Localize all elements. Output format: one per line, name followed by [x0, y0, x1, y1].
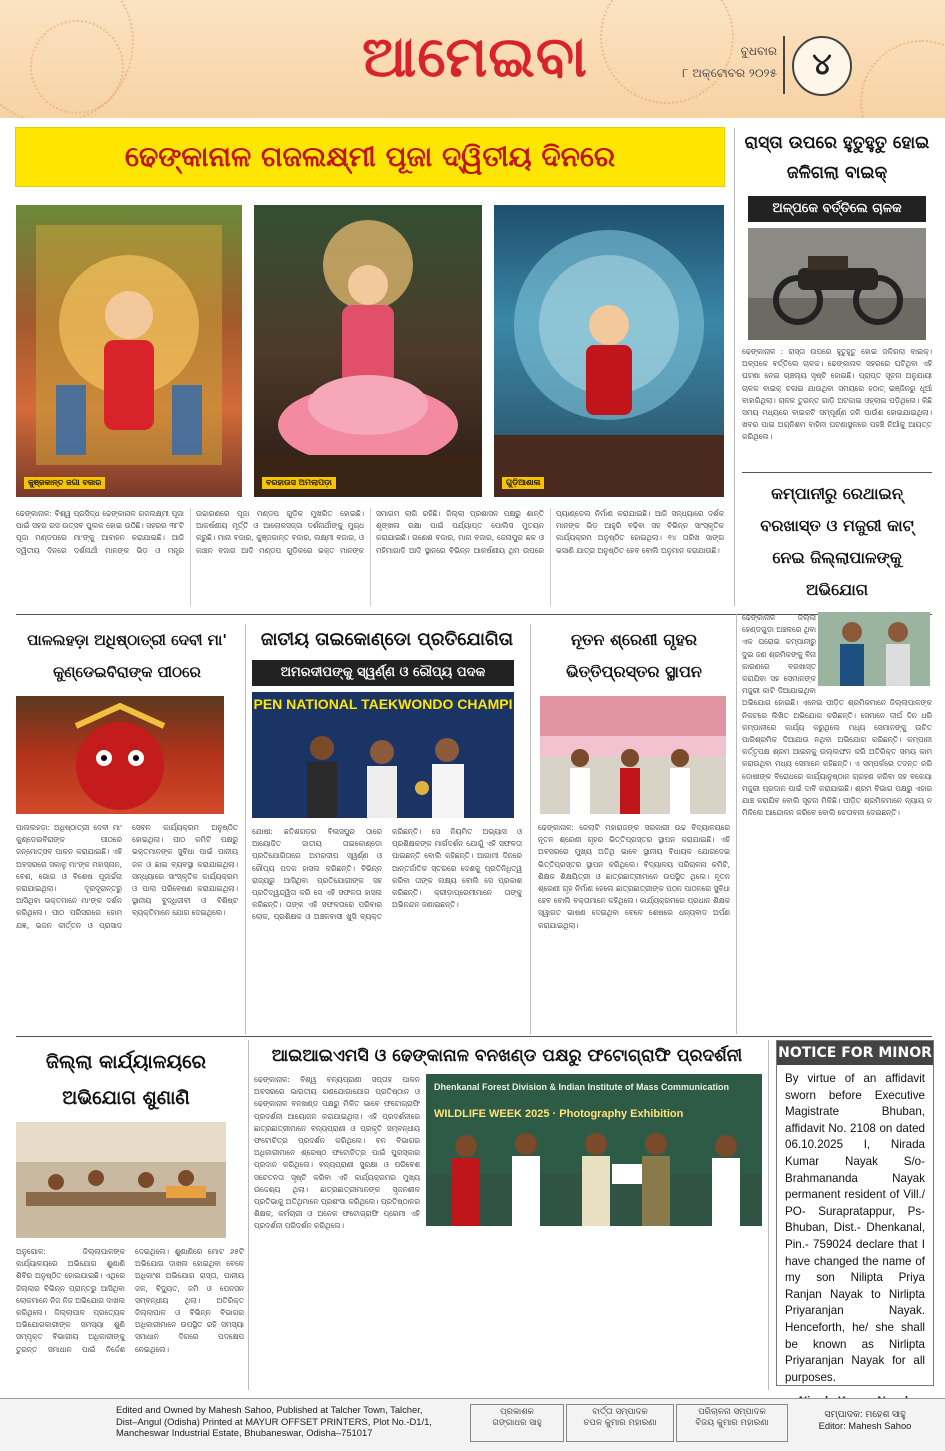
- goddess-on-lotus-illustration: [254, 205, 482, 497]
- managing-editor-role: ପରିଚାଳନା ସମ୍ପାଦକ: [698, 1407, 766, 1417]
- lead-body: ଢେଙ୍କାନାଳ: ବିଶ୍ୱ ପ୍ରସିଦ୍ଧ ଢେଙ୍କାନାଳ ଗଜଲକ୍ଷ୍ମୀ ପୂଜା ପାଇଁ ସହର ରସ ଉତ୍ସବ ପୁଲକ ହୋଇ ଉଠିଛି। ସହରର ୩୮ଟି ପୂଜା ମଣ୍ଡପରେ ମା'ଙ୍କୁ ଆବାହନ କରାଯାଇଛି। ଆଜି ଦ୍ୱିତୀୟ ଦିନରେ ଦର୍ଶନାର୍ଥୀ ମାନଙ୍କ ଭିଡ଼ ଓ ମନ୍ତ୍ର ଉଚ୍ଚାରଣରେ ପୂଜା ମଣ୍ଡପ ଗୁଡ଼ିକ ମୁଖରିତ ହୋଇଛି। ଆକର୍ଷଣୀୟ ମୂର୍ତ୍ତି ଓ ଆଲୋକସଜ୍ଜା ଦର୍ଶନାର୍ଥୀଙ୍କୁ ମୁଗ୍ଧ କରୁଛି। ମାନା ବଜାର, କୁଞ୍ଜକାନ୍ତ ବଜାର, ଲକ୍ଷ୍ମୀ ବଜାର, ଓ କାଞ୍ଚନ ବଜାର ଆଦି ମଣ୍ଡପ ଗୁଡ଼ିକରେ ଭକ୍ତ ମାନଙ୍କ ସମାଗମ ଲାଗି ରହିଛି। ଜିଲ୍ଲା ପ୍ରଶାସନ ପକ୍ଷରୁ ଶାନ୍ତି ଶୃଙ୍ଖଳା ରକ୍ଷା ପାଇଁ ପର୍ଯ୍ୟାପ୍ତ ପୋଲିସ ମୁତୟନ କରାଯାଇଛି। ଗଣେଶ ବଜାର, ମାନା ବଜାର, ଜେନାପୁର ଛକ ଓ ମହିମାଗାଦି ଆଦି ସ୍ଥାନରେ ବିଭିନ୍ନ ଆକର୍ଷଣୀୟ ଥିମ ଉପରେ ପ୍ୟାଣ୍ଡେଲ ନିର୍ମାଣ କରାଯାଇଛି। ଆଜି ସନ୍ଧ୍ୟାରେ ଦର୍ଶକ ମାନଙ୍କ ଭିଡ଼ ଆହୁରି ବଢ଼ିବା ସହ ବିଭିନ୍ନ ସାଂସ୍କୃତିକ କାର୍ଯ୍ୟକ୍ରମ ଅନୁଷ୍ଠିତ ହୋଇଥିଲା। ୧୪ ତାରିଖ ସାଙ୍ଗ ଭସାଣି ଯାତ୍ରା ଅନୁଷ୍ଠିତ ହେବ ବୋଲି ଅନୁମାନ କରାଯାଉଛି।: [16, 509, 724, 555]
- page-number: ୪: [792, 36, 852, 96]
- column-rule: [530, 624, 531, 1034]
- lead-photo-1: [16, 205, 242, 497]
- goddess-face-illustration: [16, 696, 224, 814]
- taekwondo-headline: ଜାତୀୟ ତାଇକୋଣ୍ଡୋ ପ୍ରତିଯୋଗିତା: [260, 629, 514, 650]
- managing-editor-name: ବିଜୟ କୁମାର ମହାରଣା: [695, 1418, 769, 1428]
- editor-credit: [800, 1408, 930, 1431]
- issue-day: ବୁଧବାର: [740, 44, 777, 58]
- building-photo: [540, 696, 726, 814]
- news-editor-name: ଚପଳ କୁମାର ମହାରଣା: [583, 1418, 657, 1428]
- exhibition-banner-text: Dhenkanal Forest Division & Indian Institute of Mass Communication: [434, 1082, 730, 1092]
- foundation-ceremony-illustration: [540, 696, 726, 814]
- photo-exhibition-body: [254, 1074, 760, 1388]
- photo-float-space: [420, 1074, 760, 1232]
- grievance-photo: [16, 1122, 226, 1238]
- mandala-decoration: [30, 20, 124, 114]
- taekwondo-photo: [252, 692, 514, 818]
- lead-photo-3: [494, 205, 724, 497]
- exhibition-banner-sub: WILDLIFE WEEK 2025 · Photography Exhibition: [434, 1108, 684, 1120]
- notice-title: NOTICE FOR MINOR: [777, 1041, 933, 1065]
- grievance-body: ଅନୁଗୋଳ: ଜିଲ୍ଲାପାଳଙ୍କ କାର୍ଯ୍ୟାଳୟରେ ଅଭିଯୋଗ ଶୁଣାଣି ଶିବିର ଅନୁଷ୍ଠିତ ହୋଇଯାଇଛି। ଏଥିରେ ଜିଲ୍ଲାର ବିଭିନ୍ନ ପ୍ରାନ୍ତରୁ ଆସିଥିବା ଲୋକମାନେ ନିଜ ନିଜ ଅଭିଯୋଗ ଦାଖଲ କରିଥିଲେ। ଜିଲ୍ଲାପାଳ ପ୍ରତ୍ୟେକ ଅଭିଯୋଗକାରୀଙ୍କ ସମସ୍ୟା ଶୁଣି ସମ୍ପୃକ୍ତ ବିଭାଗୀୟ ଅଧିକାରୀଙ୍କୁ ତୁରନ୍ତ ସମାଧାନ ପାଇଁ ନିର୍ଦ୍ଦେଶ ଦେଇଥିଲେ। ଶୁଣାଣିରେ ମୋଟ ୬୫ଟି ଅଭିଯୋଗ ଦାଖଲ ହୋଇଥିବା ବେଳେ ଅଧିକାଂଶ ଅଭିଯୋଗ ରାସ୍ତା, ପାନୀୟ ଜଳ, ବିଦ୍ୟୁତ, ଜମି ଓ ପେନସନ ସମ୍ବନ୍ଧୀୟ ଥିଲା। ଅତିରିକ୍ତ ଜିଲ୍ଲାପାଳ ଓ ବିଭିନ୍ନ ବିଭାଗର ଅଧିକାରୀମାନେ ଉପସ୍ଥିତ ରହି ସମସ୍ୟା ସମାଧାନ ଦିଗରେ ପଦକ୍ଷେପ ନେଇଥିଲେ।: [16, 1247, 244, 1354]
- bike-photo: [748, 228, 926, 340]
- burnt-bike-illustration: [748, 228, 926, 340]
- column-rule: [245, 624, 246, 1034]
- meeting-hall-illustration: [16, 1122, 226, 1238]
- section-rule: [16, 1036, 932, 1037]
- goddess-idol-illustration: [16, 205, 242, 497]
- photo-caption: ବରହାଉସ ଅମଲାପଡ଼ା: [262, 477, 336, 489]
- managing-editor-box: [676, 1404, 788, 1442]
- complaint-headline: କମ୍ପାନୀରୁ ରେଥାଇନ୍ ବରଖାସ୍ତ ଓ ମଜୁରୀ କାଟ୍ ନେଇ ଜିଲ୍ଲାପାଳଙ୍କୁ ଅଭିଯୋଗ: [760, 484, 914, 599]
- complaint-body: [742, 612, 932, 1002]
- temple-headline: ପାଳଲହଡ଼ା ଅଧିଷ୍ଠାତ୍ରୀ ଦେବୀ ମା' କୁଣ୍ଡେଇବିରାଙ୍କ ପୀଠରେ: [27, 631, 227, 681]
- editor-odia: ସମ୍ପାଦକ: ମହେଶ ସାହୁ: [824, 1408, 906, 1419]
- notice-box: [776, 1040, 934, 1386]
- editor-en: Editor: Mahesh Sahoo: [818, 1419, 912, 1431]
- building-body: ଢେଙ୍କାନାଳ: ଜେଲାଟି ମହାରାଜଙ୍କ ସରକାରୀ ଉଚ୍ଚ ବିଦ୍ୟାଳୟରେ ନୂତନ ଶ୍ରେଣୀ ଗୃହର ଭିତ୍ତିପ୍ରସ୍ତର ସ୍ଥାପନ କରାଯାଇଛି। ଏହି ଅବସରରେ ମୁଖ୍ୟ ଅତିଥି ଭାବେ ସ୍ଥାନୀୟ ବିଧାୟକ ଯୋଗଦେଇ ଭିତ୍ତିପ୍ରସ୍ତର ସ୍ଥାପନ କରିଥିଲେ। ବିଦ୍ୟାଳୟ ପରିଚାଳନା କମିଟି, ଶିକ୍ଷକ ଶିକ୍ଷୟିତ୍ରୀ ଓ ଛାତ୍ରଛାତ୍ରୀମାନେ ଉପସ୍ଥିତ ଥିଲେ। ନୂତନ ଶ୍ରେଣୀ ଗୃହ ନିର୍ମାଣ ହେଲେ ଛାତ୍ରଛାତ୍ରୀଙ୍କ ପଠନ ପାଠନରେ ସୁବିଧା ହେବ ବୋଲି ବକ୍ତାମାନେ କହିଥିଲେ। କାର୍ଯ୍ୟକ୍ରମରେ ପ୍ରଧାନ ଶିକ୍ଷକ ସ୍ୱାଗତ ଭାଷଣ ଦେଇଥିବା ବେଳେ ଶେଷରେ ଧନ୍ୟବାଦ ଅର୍ପଣ କରାଯାଇଥିଲା।: [538, 823, 730, 930]
- column-rule: [768, 1040, 769, 1390]
- dateline: [682, 40, 777, 84]
- story-rule: [742, 472, 932, 473]
- issue-date: ୮ ଅକ୍ଟୋବର ୨୦୨୫: [682, 66, 777, 80]
- grievance-headline: ଜିଲ୍ଲା କାର୍ଯ୍ୟାଳୟରେ ଅଭିଯୋଗ ଶୁଣାଣି: [45, 1051, 207, 1109]
- publisher-box: [470, 1404, 564, 1442]
- taekwondo-body: ଯୋଷୀ: ଛତିଶଗଡ଼ର ବିଳାସପୁର ଠାରେ ଆୟୋଜିତ ଜାତୀୟ ତାଇକୋଣ୍ଡୋ ପ୍ରତିଯୋଗିତାରେ ଅମରଦୀପ ସ୍ୱର୍ଣ୍ଣ ଓ ରୌପ୍ୟ ପଦକ ହାସଲ କରିଛନ୍ତି। ବିଭିନ୍ନ ରାଜ୍ୟରୁ ଆସିଥିବା ପ୍ରତିଯୋଗୀଙ୍କ ସହ ପ୍ରତିଦ୍ୱନ୍ଦ୍ୱିତା କରି ସେ ଏହି ସଫଳତା ହାସଲ କରିଛନ୍ତି। ତାଙ୍କ ଏହି ସଫଳତାରେ ପରିବାର ଲୋକ, ପ୍ରଶିକ୍ଷକ ଓ ଅଞ୍ଚଳବାସୀ ଖୁସି ବ୍ୟକ୍ତ କରିଛନ୍ତି। ସେ ନିୟମିତ ଅଭ୍ୟାସ ଓ ପ୍ରଶିକ୍ଷକଙ୍କ ମାର୍ଗଦର୍ଶନ ଯୋଗୁଁ ଏହି ସଫଳତା ପାଇଛନ୍ତି ବୋଲି କହିଛନ୍ତି। ଆଗାମୀ ଦିନରେ ଆନ୍ତର୍ଜାତିକ ସ୍ତରରେ ଦେଶକୁ ପ୍ରତିନିଧିତ୍ୱ କରିବା ତାଙ୍କ ଲକ୍ଷ୍ୟ ବୋଲି ସେ ପ୍ରକାଶ କରିଛନ୍ତି। କ୍ରୀଡ଼ାପ୍ରେମୀମାନେ ତାଙ୍କୁ ଅଭିନନ୍ଦନ ଜଣାଇଛନ୍ତି।: [252, 827, 522, 922]
- column-rule: [734, 128, 735, 606]
- bike-body: ଢେଙ୍କାନାଳ : ରାସ୍ତା ଉପରେ ହୁତୁହୁତୁ ହୋଇ ଜଳିଗଲା ବାଇକ୍। ଅଳ୍ପକେ ବର୍ତ୍ତିଲେ ଚାଳକ। ଢେଙ୍କାନାଳ ସହରରେ ଘଟିଥିବା ଏହି ଘଟଣା ନେଇ ଚାଞ୍ଚଲ୍ୟ ସୃଷ୍ଟି ହୋଇଛି। ପ୍ରାପ୍ତ ସୂଚନା ଅନୁଯାୟୀ ଚାଳକ ବାଇକ୍ ଚଳାଇ ଯାଉଥିବା ସମୟରେ ହଠାତ୍ ଇଞ୍ଜିନରୁ ଧୂଆଁ ବାହାରିଥିଲା। ଚାଳକ ତୁରନ୍ତ ଗାଡ଼ି ଅଟକାଇ ଓହ୍ଲାଇ ପଡ଼ିଥିଲେ। କିଛି ସମୟ ମଧ୍ୟରେ ବାଇକଟି ସମ୍ପୂର୍ଣ୍ଣ ଜଳି ପାଉଁଶ ହୋଇଯାଇଥିଲା। ଖବର ପାଇ ଅଗ୍ନିଶମ ବାହିନୀ ଘଟଣାସ୍ଥଳରେ ପହଞ୍ଚି ନିଆଁକୁ ଆୟତ୍ତ କରିଥିଲେ।: [742, 347, 932, 442]
- publisher-role: ପ୍ରକାଶକ: [500, 1407, 534, 1417]
- photo-caption: କୁଞ୍ଜକାନ୍ତ ଜଗା ବଜାର: [24, 477, 105, 489]
- taekwondo-kicker: ଅମରଦୀପଙ୍କୁ ସ୍ୱର୍ଣ୍ଣ ଓ ରୌପ୍ୟ ପଦକ: [252, 660, 514, 686]
- column-rule: [736, 614, 737, 1034]
- building-headline: ନୂତନ ଶ୍ରେଣୀ ଗୃହର ଭିତ୍ତିପ୍ରସ୍ତର ସ୍ଥାପନ: [566, 630, 702, 681]
- lead-headline: ଢେଙ୍କାନାଳ ଗଜଲକ୍ଷ୍ମୀ ପୂଜା ଦ୍ୱିତୀୟ ଦିନରେ: [16, 128, 724, 186]
- publisher-name: ଗଙ୍ଗାଧର ସାହୁ: [492, 1418, 542, 1428]
- imprint-line: Edited and Owned by Mahesh Sahoo, Published at Talcher Town, Talcher,: [116, 1404, 423, 1415]
- imprint-line: Dist–Angul (Odisha) Printed at MAYUR OFFSET PRINTERS, Plot No.-D1/1,: [116, 1415, 432, 1427]
- temple-body: ପାଲଲହଡ଼ା: ଅଧିଷ୍ଠାତ୍ରୀ ଦେବୀ ମା' କୁଣ୍ଡେଇବିରାଙ୍କ ପୀଠରେ ଜନ୍ମୋତ୍ସବ ପାଳନ କରାଯାଇଛି। ଏହି ଅବସରରେ ସକାଳୁ ମା'ଙ୍କ ମହାସ୍ନାନ, ବେଶ, ଭୋଗ ଓ ବିଶେଷ ପୂଜାର୍ଚ୍ଚନା କରାଯାଇଥିଲା। ଦୂରଦୂରାନ୍ତରୁ ଆସିଥିବା ଭକ୍ତମାନେ ମା'ଙ୍କ ଦର୍ଶନ କରିଥିଲେ। ପୀଠ ପରିସରରେ ହୋମ ଯଜ୍ଞ, ଭଜନ କୀର୍ତ୍ତନ ଓ ପ୍ରସାଦ ସେବନ କାର୍ଯ୍ୟକ୍ରମ ଅନୁଷ୍ଠିତ ହୋଇଥିଲା। ପୀଠ କମିଟି ପକ୍ଷରୁ ଭକ୍ତମାନଙ୍କ ସୁବିଧା ପାଇଁ ପାନୀୟ ଜଳ ଓ ଛାଇ ବ୍ୟବସ୍ଥା କରାଯାଇଥିଲା। ସନ୍ଧ୍ୟାରେ ସାଂସ୍କୃତିକ କାର୍ଯ୍ୟକ୍ରମ ଓ ପାଲା ପରିବେଷଣ କରାଯାଇଥିଲା। ସ୍ଥାନୀୟ ବୁଦ୍ଧିଜୀବୀ ଓ ବିଶିଷ୍ଟ ବ୍ୟକ୍ତିମାନେ ଯୋଗ ଦେଇଥିଲେ।: [16, 823, 238, 930]
- notice-body: By virtue of an affidavit sworn before Executive Magistrate Bhuban, affidavit No. 2108 on dated 06.10.2025 I, Nirada Kumar Nayak S/o- Brahmananda Nayak permanent resident of Vill./ PO- Surapratappur, Ps- Bhuban, Dist.- Dhenkanal, Pin.- 759024 declare that I have changed the name of my son Nilipta Priya Ranjan Nayak to Nirlipta Priyaranjan Nayak. Henceforth, he/ she shall be known as Nirlipta Priyaranjan Nayak for all purposes.: [785, 1072, 925, 1384]
- newspaper-title: ଆମେଇବା: [362, 25, 588, 90]
- imprint-line: Mancheswar Industrial Estate, Bhubaneswar, Odisha–751017: [116, 1427, 373, 1438]
- banner-text: PEN NATIONAL TAEKWONDO CHAMPI: [253, 696, 513, 712]
- photo-exhibition-headline: ଆଇଆଇଏମସି ଓ ଢେଙ୍କାନାଳ ବନଖଣ୍ଡ ପକ୍ଷରୁ ଫଟୋଗ୍ରାଫି ପ୍ରଦର୍ଶନୀ: [271, 1046, 743, 1066]
- mandala-decoration: [860, 40, 945, 118]
- medal-ceremony-illustration: [252, 692, 514, 818]
- temple-photo: [16, 696, 224, 814]
- photo-exhibition-body-text: ଢେଙ୍କାନାଳ: ବିଶ୍ୱ ବନ୍ୟପ୍ରାଣୀ ସପ୍ତାହ ପାଳନ ଅବସରରେ ଭାରତୀୟ ଗଣଯୋଗାଯୋଗ ପ୍ରତିଷ୍ଠାନ ଓ ଢେଙ୍କାନାଳ ବନଖଣ୍ଡ ପକ୍ଷରୁ ମିଳିତ ଭାବେ ଫଟୋଗ୍ରାଫି ପ୍ରଦର୍ଶନୀ ଆୟୋଜନ କରାଯାଇଥିଲା। ଏହି ପ୍ରଦର୍ଶନୀରେ ଛାତ୍ରଛାତ୍ରୀମାନେ ବନ୍ୟପ୍ରାଣୀ ଓ ପ୍ରକୃତି ସମ୍ବନ୍ଧୀୟ ଫଟୋଚିତ୍ର ପ୍ରଦର୍ଶନ କରିଥିଲେ। ବନ ବିଭାଗର ଅଧିକାରୀମାନେ ଶ୍ରେଷ୍ଠ ଫଟୋଚିତ୍ର ପାଇଁ ପୁରସ୍କାର ପ୍ରଦାନ କରିଥିଲେ। ବନ୍ୟପ୍ରାଣୀ ସୁରକ୍ଷା ଓ ପରିବେଶ ସଚେତନତା ସୃଷ୍ଟି କରିବା ଏହି କାର୍ଯ୍ୟକ୍ରମର ମୁଖ୍ୟ ଉଦ୍ଦେଶ୍ୟ ଥିଲା। ଛାତ୍ରଛାତ୍ରୀମାନଙ୍କ ସୃଜନଶୀଳ ପ୍ରତିଭାକୁ ଅତିଥିମାନେ ପ୍ରଶଂସା କରିଥିଲେ। ପ୍ରତିଷ୍ଠାନର ଶିକ୍ଷକ, କର୍ମଚାରୀ ଓ ଅନେକ ଫଟୋଗ୍ରାଫି ପ୍ରେମୀ ଏହି ପ୍ରଦର୍ଶନୀ ପରିଦର୍ଶନ କରିଥିଲେ।: [254, 1075, 420, 1231]
- news-editor-role: ବାର୍ତ୍ତା ସମ୍ପାଦକ: [592, 1407, 648, 1417]
- lead-photo-2: [254, 205, 482, 497]
- pandal-idol-illustration: [494, 205, 724, 497]
- complaint-body-text: ଢେଙ୍କାନାଳ ଜିଲ୍ଲା ହେଣ୍ଡଗୁଡ଼ା ଅଞ୍ଚଳରେ ଥିବା ଏକ ଘରୋଇ କମ୍ପାନୀରୁ ଦୁଇ ଜଣ ଶ୍ରମିକଙ୍କୁ ବିନା କାରଣରେ ବରଖାସ୍ତ କରାଯିବା ସହ ସେମାନଙ୍କ ମଜୁରୀ କାଟି ଦିଆଯାଇଥିବା ଅଭିଯୋଗ ହୋଇଛି। ଏନେଇ ପୀଡ଼ିତ ଶ୍ରମିକମାନେ ଜିଲ୍ଲାପାଳଙ୍କ ନିକଟରେ ଲିଖିତ ଅଭିଯୋଗ କରିଛନ୍ତି। ସେମାନେ ଦୀର୍ଘ ଦିନ ଧରି କମ୍ପାନୀରେ କାର୍ଯ୍ୟ କରୁଥିଲେ ମଧ୍ୟ ସେମାନଙ୍କୁ ଉଚିତ ପାରିଶ୍ରମିକ ଦିଆଯାଉ ନଥିବା ଅଭିଯୋଗ କରିଛନ୍ତି। କମ୍ପାନୀ କର୍ତ୍ତୃପକ୍ଷ ଶ୍ରମ ଆଇନକୁ ଉଲ୍ଲଙ୍ଘନ କରି ଅତିରିକ୍ତ ସମୟ କାମ କରାଉଥିବା ମଧ୍ୟ ସେମାନେ କହିଛନ୍ତି। ଏ ସମ୍ପର୍କରେ ତଦନ୍ତ କରି ଦୋଷୀଙ୍କ ବିରୋଧରେ କାର୍ଯ୍ୟାନୁଷ୍ଠାନ ଗ୍ରହଣ କରିବା ସହ ବକେୟା ମଜୁରୀ ପ୍ରଦାନ ପାଇଁ ଦାବି କରାଯାଇଛି। ଶ୍ରମ ବିଭାଗ ପକ୍ଷରୁ ଏହାର ଯାଞ୍ଚ କରାଯିବ ବୋଲି ସୂଚନା ମିଳିଛି। ପୀଡ଼ିତ ଶ୍ରମିକମାନେ ନ୍ୟାୟ ନ ମିଳିଲେ ଆନ୍ଦୋଳନ କରିବେ ବୋଲି ଚେତାବନୀ ଦେଇଛନ୍ତି।: [742, 613, 932, 818]
- footer-imprint: [116, 1404, 436, 1439]
- photo-float-space: [816, 612, 932, 688]
- column-rule: [248, 1040, 249, 1390]
- bike-headline: ରାସ୍ତା ଉପରେ ହୁତୁହୁତୁ ହୋଇ ଜଳିଗଲା ବାଇକ୍: [744, 133, 930, 183]
- bike-kicker: ଅଳ୍ପକେ ବର୍ତ୍ତିଲେ ଚାଳକ: [748, 196, 926, 222]
- header-divider: [783, 36, 785, 94]
- news-editor-box: [566, 1404, 674, 1442]
- photo-caption: ଗୁଡ଼ିଆଶାଳା: [502, 477, 544, 489]
